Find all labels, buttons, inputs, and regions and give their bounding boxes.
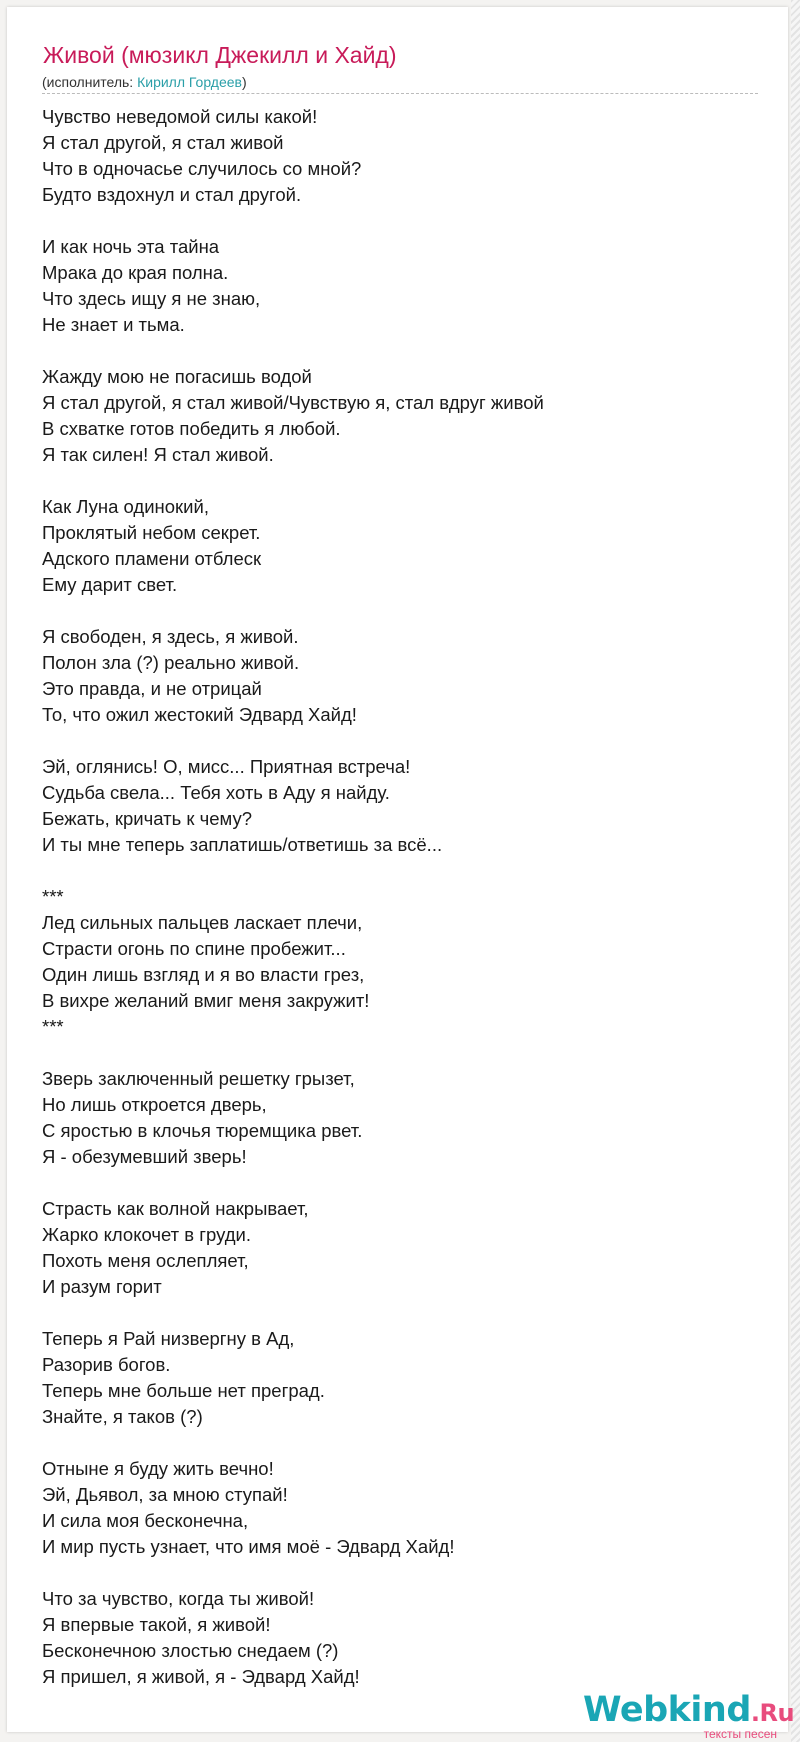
stanza — [42, 1586, 742, 1690]
lyric-line: Я свободен, я здесь, я живой. — [42, 626, 299, 647]
logo-subtitle: тексты песен — [703, 1727, 777, 1741]
stanza — [42, 1196, 742, 1300]
lyric-line: Знайте, я таков (?) — [42, 1406, 203, 1427]
stanza — [42, 494, 742, 598]
lyric-line: И ты мне теперь заплатишь/ответишь за всё... — [42, 834, 443, 855]
lyric-line: *** — [42, 1016, 64, 1037]
lyric-line: Проклятый небом секрет. — [42, 522, 261, 543]
lyric-line: Чувство неведомой силы какой! — [42, 106, 318, 127]
lyric-line: Я стал другой, я стал живой/Чувствую я, стал вдруг живой — [42, 392, 544, 413]
lyric-line: Отныне я буду жить вечно! — [42, 1458, 274, 1479]
lyric-line: Я впервые такой, я живой! — [42, 1614, 271, 1635]
lyric-line: В вихре желаний вмиг меня закружит! — [42, 990, 370, 1011]
performer-line — [42, 74, 247, 90]
stanza — [42, 624, 742, 728]
lyric-line: Зверь заключенный решетку грызет, — [42, 1068, 355, 1089]
performer-link[interactable]: Кирилл Гордеев — [137, 74, 242, 90]
lyric-line: Судьба свела... Тебя хоть в Аду я найду. — [42, 782, 390, 803]
decorative-stripe — [791, 0, 800, 1742]
lyric-line: Жажду мою не погасишь водой — [42, 366, 312, 387]
lyric-line: Я стал другой, я стал живой — [42, 132, 284, 153]
site-logo[interactable] — [583, 1690, 795, 1741]
lyric-line: И мир пусть узнает, что имя моё - Эдвард Хайд! — [42, 1536, 455, 1557]
stanza — [42, 1066, 742, 1170]
logo-main-text: Webkind — [583, 1690, 751, 1730]
lyric-line: Что за чувство, когда ты живой! — [42, 1588, 315, 1609]
performer-prefix: (исполнитель: — [42, 74, 138, 90]
lyric-line: Я - обезумевший зверь! — [42, 1146, 247, 1167]
lyric-line: В схватке готов победить я любой. — [42, 418, 341, 439]
lyric-line: Страсть как волной накрывает, — [42, 1198, 309, 1219]
lyric-line: И сила моя бесконечна, — [42, 1510, 249, 1531]
stanza — [42, 364, 742, 468]
lyric-line: *** — [42, 886, 64, 907]
lyric-line: Не знает и тьма. — [42, 314, 185, 335]
logo-wordmark — [583, 1690, 794, 1730]
lyric-line: И разум горит — [42, 1276, 162, 1297]
dashed-divider — [42, 93, 758, 94]
stanza — [42, 1326, 742, 1430]
lyric-line: Теперь мне больше нет преград. — [42, 1380, 325, 1401]
lyric-line: Страсти огонь по спине пробежит... — [42, 938, 346, 959]
stanza — [42, 754, 742, 858]
stanza — [42, 234, 742, 338]
logo-tld-text: .Ru — [750, 1699, 795, 1727]
lyric-line: Мрака до края полна. — [42, 262, 229, 283]
lyric-line: Это правда, и не отрицай — [42, 678, 262, 699]
lyric-line: Разорив богов. — [42, 1354, 171, 1375]
lyric-line: Как Луна одинокий, — [42, 496, 209, 517]
lyric-line: Что здесь ищу я не знаю, — [42, 288, 261, 309]
performer-suffix: ) — [241, 74, 247, 90]
lyric-line: Лед сильных пальцев ласкает плечи, — [42, 912, 363, 933]
stanza — [42, 884, 742, 1040]
lyric-line: Что в одночасье случилось со мной? — [42, 158, 362, 179]
lyric-line: Эй, оглянись! О, мисс... Приятная встреча! — [42, 756, 411, 777]
lyric-line: С яростью в клочья тюремщика рвет. — [42, 1120, 363, 1141]
lyrics-body — [42, 104, 742, 1716]
lyric-line: Адского пламени отблеск — [42, 548, 262, 569]
lyric-line: Эй, Дьявол, за мною ступай! — [42, 1484, 288, 1505]
song-title: Живой (мюзикл Джекилл и Хайд) — [43, 42, 397, 68]
stanza — [42, 1456, 742, 1560]
lyric-line: Теперь я Рай низвергну в Ад, — [42, 1328, 295, 1349]
stanza — [42, 104, 742, 208]
lyric-line: Но лишь откроется дверь, — [42, 1094, 267, 1115]
lyric-line: Я так силен! Я стал живой. — [42, 444, 274, 465]
lyric-line: Похоть меня ослепляет, — [42, 1250, 249, 1271]
lyric-line: Жарко клокочет в груди. — [42, 1224, 252, 1245]
lyric-line: Один лишь взгляд и я во власти грез, — [42, 964, 365, 985]
lyric-line: То, что ожил жестокий Эдвард Хайд! — [42, 704, 357, 725]
lyric-line: Бесконечною злостью снедаем (?) — [42, 1640, 339, 1661]
lyric-line: Полон зла (?) реально живой. — [42, 652, 300, 673]
lyric-line: Ему дарит свет. — [42, 574, 178, 595]
lyric-line: Я пришел, я живой, я - Эдвард Хайд! — [42, 1666, 360, 1687]
lyric-line: Бежать, кричать к чему? — [42, 808, 252, 829]
lyric-line: И как ночь эта тайна — [42, 236, 220, 257]
lyric-line: Будто вздохнул и стал другой. — [42, 184, 302, 205]
